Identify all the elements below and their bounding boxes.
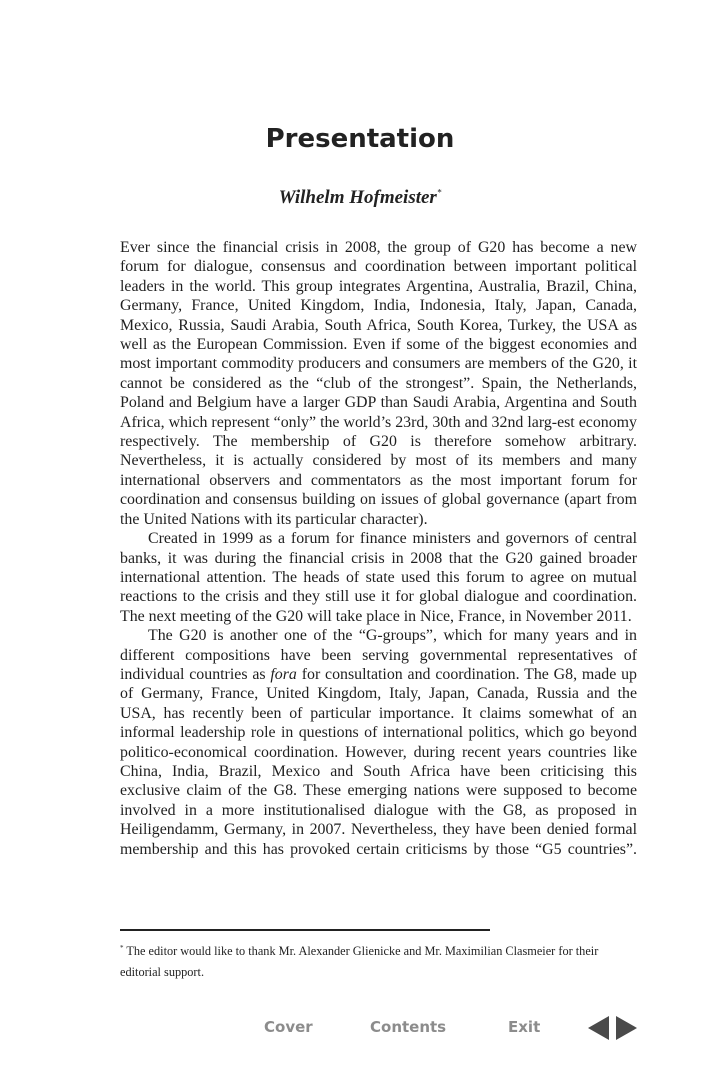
page-title: Presentation bbox=[265, 124, 455, 154]
exit-link[interactable]: Exit bbox=[508, 1018, 541, 1036]
paragraph-1: Ever since the financial crisis in 2008, the group of G20 has become a new forum for dialogue, consensus and coordination between important political leaders in the world. This group integrates Argentina, Australia, Brazil, China, Germany, France, United Kingdom, India, Indonesia, Italy, Japan, Canada, Mexico, Russia, Saudi Arabia, South Africa, South Korea, Turkey, the USA as well as the European Commission. Even if some of the biggest economies and most important commodity producers and consumers are members of the G20, it cannot be considered as the “club of the strongest”. Spain, the Netherlands, Poland and Belgium have a larger GDP than Saudi Arabia, Argentina and South Africa, which represent “only” the world’s 23rd, 30th and 32nd larg-est economy respectively. The membership of G20 is therefore somehow arbitrary. Nevertheless, it is actually considered by most of its members and many international observers and commentators as the most important forum for coordination and consensus building on issues of global governance (apart from the United Nations with its particular character). bbox=[120, 239, 637, 528]
footnote-text: The editor would like to thank Mr. Alexander Glienicke and Mr. Maximilian Clasmeier for their editorial support. bbox=[120, 944, 599, 980]
paragraph-3-start: The G20 is another one of the “G-groups”, which for many years and in different compositions have been serving governmental representatives of individual countries as bbox=[120, 627, 637, 683]
footnote-marker: * bbox=[120, 944, 124, 952]
paragraph-2: Created in 1999 as a forum for finance ministers and governors of central banks, it was during the financial crisis in 2008 that the G20 gained broader international attention. The heads of state used this forum to agree on mutual reactions to the crisis and they still use it for global dialogue and coordination. The next meeting of the G20 will take place in Nice, France, in November 2011. bbox=[120, 530, 637, 625]
navigation-bar bbox=[0, 1016, 720, 1040]
paragraph-3-italic: fora bbox=[270, 665, 297, 683]
footnote bbox=[120, 938, 637, 983]
cover-link[interactable]: Cover bbox=[264, 1018, 313, 1036]
footnote-marker: * bbox=[436, 187, 442, 198]
footnote-divider bbox=[120, 929, 490, 931]
previous-page-arrow-icon[interactable] bbox=[587, 1016, 611, 1040]
contents-link[interactable]: Contents bbox=[370, 1018, 447, 1036]
author-line bbox=[0, 187, 720, 209]
paragraph-3-end: for consultation and coordination. The G8, made up of Germany, France, United Kingdom, Italy, Japan, Canada, Russia and the USA, has recently been of particular importance. It claims somewhat of an informal leadership role in questions of international politics, which go beyond politico-economical coordination. However, during recent years countries like China, India, Brazil, Mexico and South Africa have been criticising this exclusive claim of the G8. These emerging nations were supposed to become involved in a more institutionalised dialogue with the G8, as proposed in Heiligendamm, Germany, in 2007. Nevertheless, they have been denied formal membership and this has provoked certain criticisms by those “G5 countries”. bbox=[120, 665, 637, 858]
body-text bbox=[120, 238, 637, 859]
paragraph-3 bbox=[120, 626, 637, 859]
author-name: Wilhelm Hofmeister bbox=[278, 187, 437, 208]
next-page-arrow-icon[interactable] bbox=[614, 1016, 638, 1040]
